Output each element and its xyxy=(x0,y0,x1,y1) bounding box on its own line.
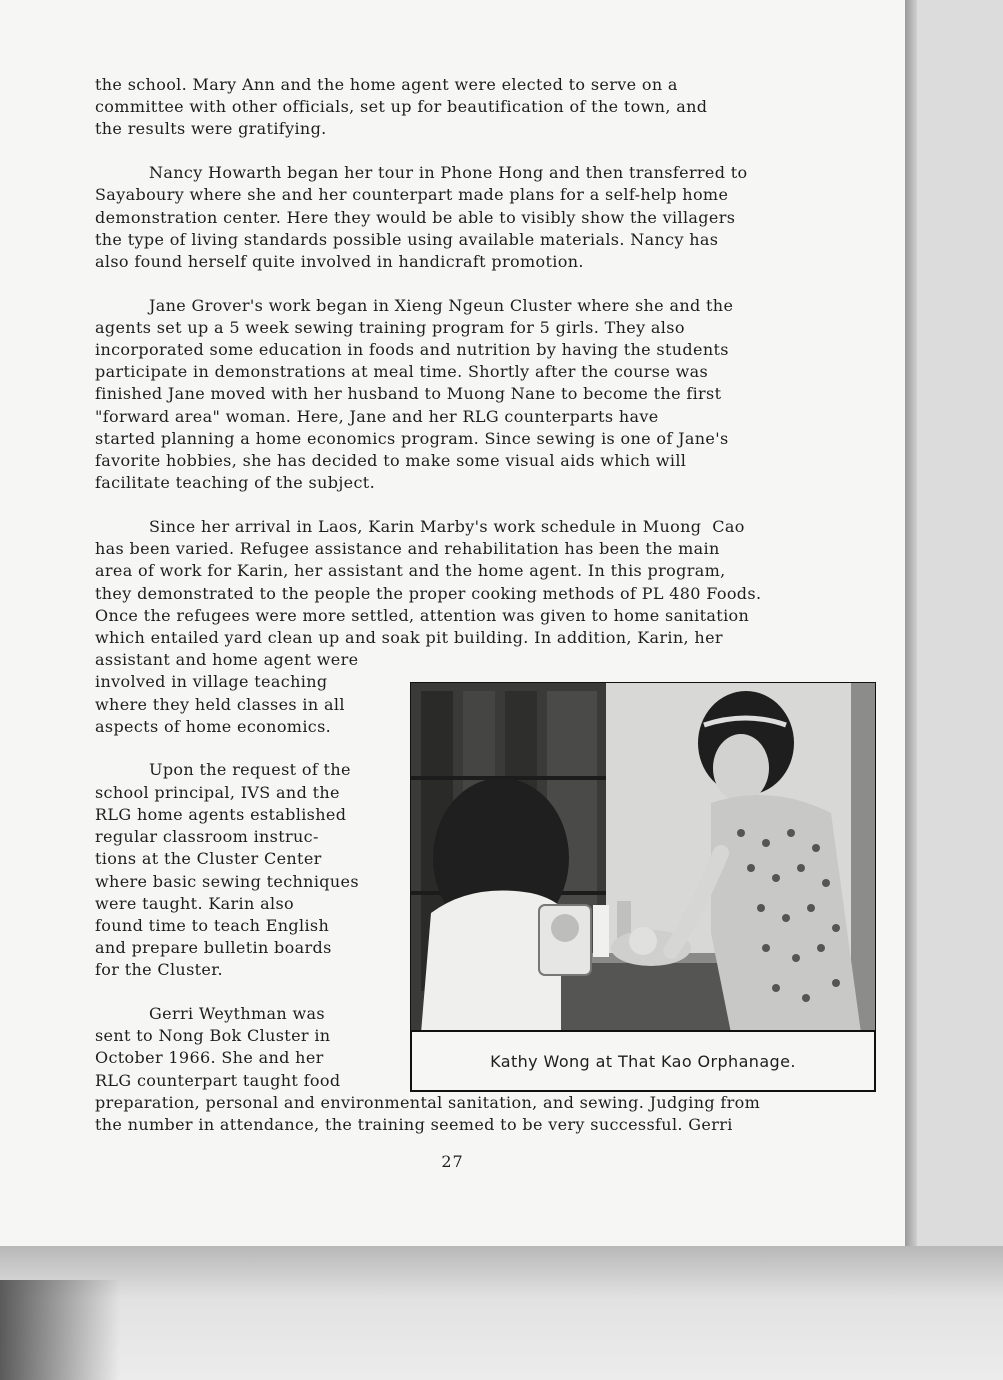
paragraph-4-line-2: has been varied. Refugee assistance and rehabilitation has been the main xyxy=(95,539,720,559)
paragraph-1-line-3: the results were gratifying. xyxy=(95,119,327,139)
photo xyxy=(410,682,876,1032)
paragraph-4-line-1: Since her arrival in Laos, Karin Marby's work schedule in Muong Cao xyxy=(149,516,745,536)
paragraph-5-line-1: Upon the request of the xyxy=(149,760,351,780)
paragraph-3-line-6: "forward area" woman. Here, Jane and her RLG counterparts have xyxy=(95,406,659,426)
paragraph-4-line-10: aspects of home economics. xyxy=(95,716,332,736)
paragraph-1-line-2: committee with other officials, set up for beautification of the town, and xyxy=(95,97,708,117)
paragraph-6-line-5: preparation, personal and environmental sanitation, and sewing. Judging from xyxy=(95,1092,761,1112)
page-number: 27 xyxy=(441,1152,464,1171)
paragraph-4-line-5: Once the refugees were more settled, attention was given to home sanitation xyxy=(95,605,750,625)
paragraph-4-line-9: where they held classes in all xyxy=(95,694,345,714)
paragraph-5-line-5: tions at the Cluster Center xyxy=(95,849,322,869)
paragraph-5-line-3: RLG home agents established xyxy=(95,804,347,824)
paragraph-3-line-7: started planning a home economics program. Since sewing is one of Jane's xyxy=(95,428,729,448)
paragraph-3-line-9: facilitate teaching of the subject. xyxy=(95,473,376,493)
paragraph-3-line-3: incorporated some education in foods and nutrition by having the students xyxy=(95,340,729,360)
paragraph-4-line-8: involved in village teaching xyxy=(95,672,328,692)
paragraph-5-line-6: where basic sewing techniques xyxy=(95,871,359,891)
paragraph-6-line-3: October 1966. She and her xyxy=(95,1048,324,1068)
paragraph-4-line-4: they demonstrated to the people the proper cooking methods of PL 480 Foods. xyxy=(95,583,762,603)
paragraph-4-line-3: area of work for Karin, her assistant and the home agent. In this program, xyxy=(95,561,726,581)
page-edge-shadow xyxy=(905,0,917,1250)
paragraph-3-line-8: favorite hobbies, she has decided to make some visual aids which will xyxy=(95,451,687,471)
paragraph-2-line-2: Sayaboury where she and her counterpart made plans for a self-help home xyxy=(95,185,729,205)
paragraph-6-line-6: the number in attendance, the training seemed to be very successful. Gerri xyxy=(95,1115,733,1135)
paragraph-4-line-7: assistant and home agent were xyxy=(95,650,359,670)
paragraph-6-line-1: Gerri Weythman was xyxy=(149,1004,325,1024)
paragraph-3-line-2: agents set up a 5 week sewing training program for 5 girls. They also xyxy=(95,317,685,337)
paragraph-5-line-8: found time to teach English xyxy=(95,915,330,935)
paragraph-5-line-4: regular classroom instruc- xyxy=(95,827,319,847)
photo-caption: Kathy Wong at That Kao Orphanage. xyxy=(410,1030,876,1092)
paragraph-2-line-4: the type of living standards possible using available materials. Nancy has xyxy=(95,229,719,249)
paragraph-6-line-4: RLG counterpart taught food xyxy=(95,1070,341,1090)
paragraph-2-line-5: also found herself quite involved in handicraft promotion. xyxy=(95,251,584,271)
paragraph-2-line-1: Nancy Howarth began her tour in Phone Hong and then transferred to xyxy=(149,163,748,183)
paragraph-3-line-5: finished Jane moved with her husband to Muong Nane to become the first xyxy=(95,384,722,404)
photo-illustration xyxy=(411,683,876,1032)
paragraph-1-line-1: the school. Mary Ann and the home agent were elected to serve on a xyxy=(95,75,678,94)
paragraph-2-line-3: demonstration center. Here they would be able to visibly show the villagers xyxy=(95,207,736,227)
paragraph-5-line-2: school principal, IVS and the xyxy=(95,782,340,802)
scanner-bed-background xyxy=(0,1246,1003,1380)
paragraph-6-line-2: sent to Nong Bok Cluster in xyxy=(95,1026,331,1046)
paragraph-5-line-7: were taught. Karin also xyxy=(95,893,294,913)
paragraph-5-line-9: and prepare bulletin boards xyxy=(95,938,332,958)
photo-figure xyxy=(410,682,876,1094)
paragraph-4-line-6: which entailed yard clean up and soak pit building. In addition, Karin, her xyxy=(95,627,723,647)
scanner-shadow xyxy=(0,1280,120,1380)
paragraph-3-line-1: Jane Grover's work began in Xieng Ngeun Cluster where she and the xyxy=(149,295,734,315)
paragraph-3-line-4: participate in demonstrations at meal time. Shortly after the course was xyxy=(95,362,709,382)
paragraph-5-line-10: for the Cluster. xyxy=(95,960,223,980)
